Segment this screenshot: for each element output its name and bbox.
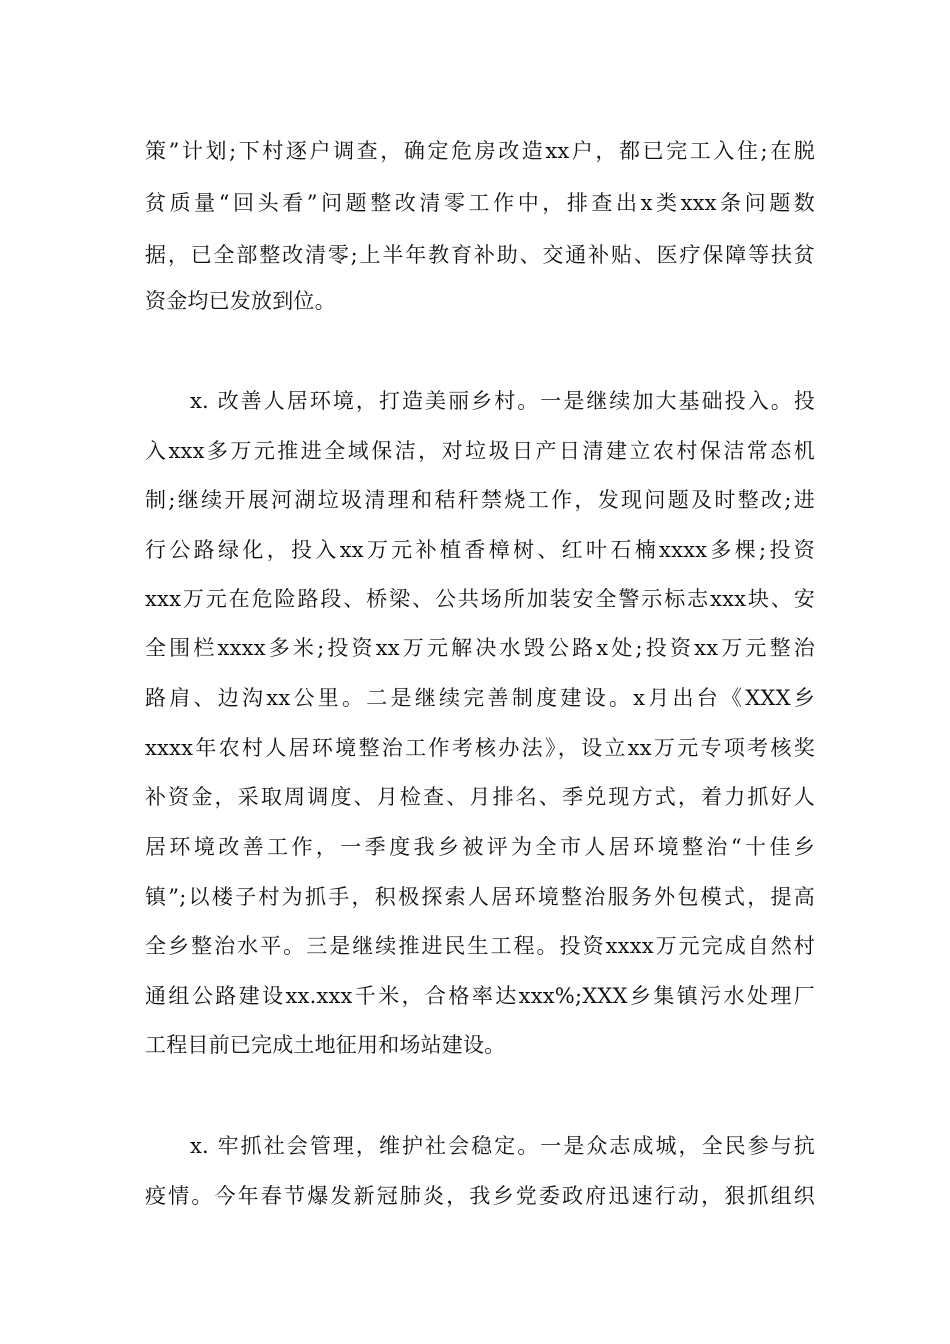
text-line: xxx万元在危险路段、桥梁、公共场所加装安全警示标志xxx块、安 [145, 587, 815, 611]
text-line: 补资金，采取周调度、月检查、月排名、季兑现方式，着力抓好人 [145, 785, 815, 809]
text-line: 资金均已发放到位。 [145, 289, 336, 313]
text-line: 疫情。今年春节爆发新冠肺炎，我乡党委政府迅速行动，狠抓组织 [145, 1184, 815, 1208]
text-line: 入xxx多万元推进全域保洁，对垃圾日产日清建立农村保洁常态机 [145, 439, 815, 463]
text-line: 路肩、边沟xx公里。二是继续完善制度建设。x月出台《XXX乡 [145, 686, 815, 710]
text-line: 贫质量“回头看”问题整改清零工作中，排查出x类xxx条问题数 [145, 191, 815, 215]
text-line: 行公路绿化，投入xx万元补植香樟树、红叶石楠xxxx多棵;投资 [145, 538, 815, 562]
text-line: x. 改善人居环境，打造美丽乡村。一是继续加大基础投入。投 [190, 389, 815, 413]
text-line: xxxx年农村人居环境整治工作考核办法》，设立xx万元专项考核奖 [145, 736, 815, 760]
text-line: 镇”;以楼子村为抓手，积极探索人居环境整治服务外包模式，提高 [145, 885, 815, 909]
text-line: 居环境改善工作，一季度我乡被评为全市人居环境整治“十佳乡 [145, 835, 815, 859]
text-line: 策”计划;下村逐户调查，确定危房改造xx户，都已完工入住;在脱 [145, 139, 815, 163]
text-line: 据，已全部整改清零;上半年教育补助、交通补贴、医疗保障等扶贫 [145, 243, 815, 267]
text-line: 工程目前已完成土地征用和场站建设。 [145, 1033, 506, 1057]
text-line: 全围栏xxxx多米;投资xx万元解决水毁公路x处;投资xx万元整治 [145, 636, 815, 660]
text-line: x. 牢抓社会管理，维护社会稳定。一是众志成城，全民参与抗 [190, 1134, 815, 1158]
text-line: 制;继续开展河湖垃圾清理和秸秆禁烧工作，发现问题及时整改;进 [145, 488, 815, 512]
text-line: 全乡整治水平。三是继续推进民生工程。投资xxxx万元完成自然村 [145, 934, 815, 958]
text-line: 通组公路建设xx.xxx千米，合格率达xxx%;XXX乡集镇污水处理厂 [145, 984, 815, 1008]
